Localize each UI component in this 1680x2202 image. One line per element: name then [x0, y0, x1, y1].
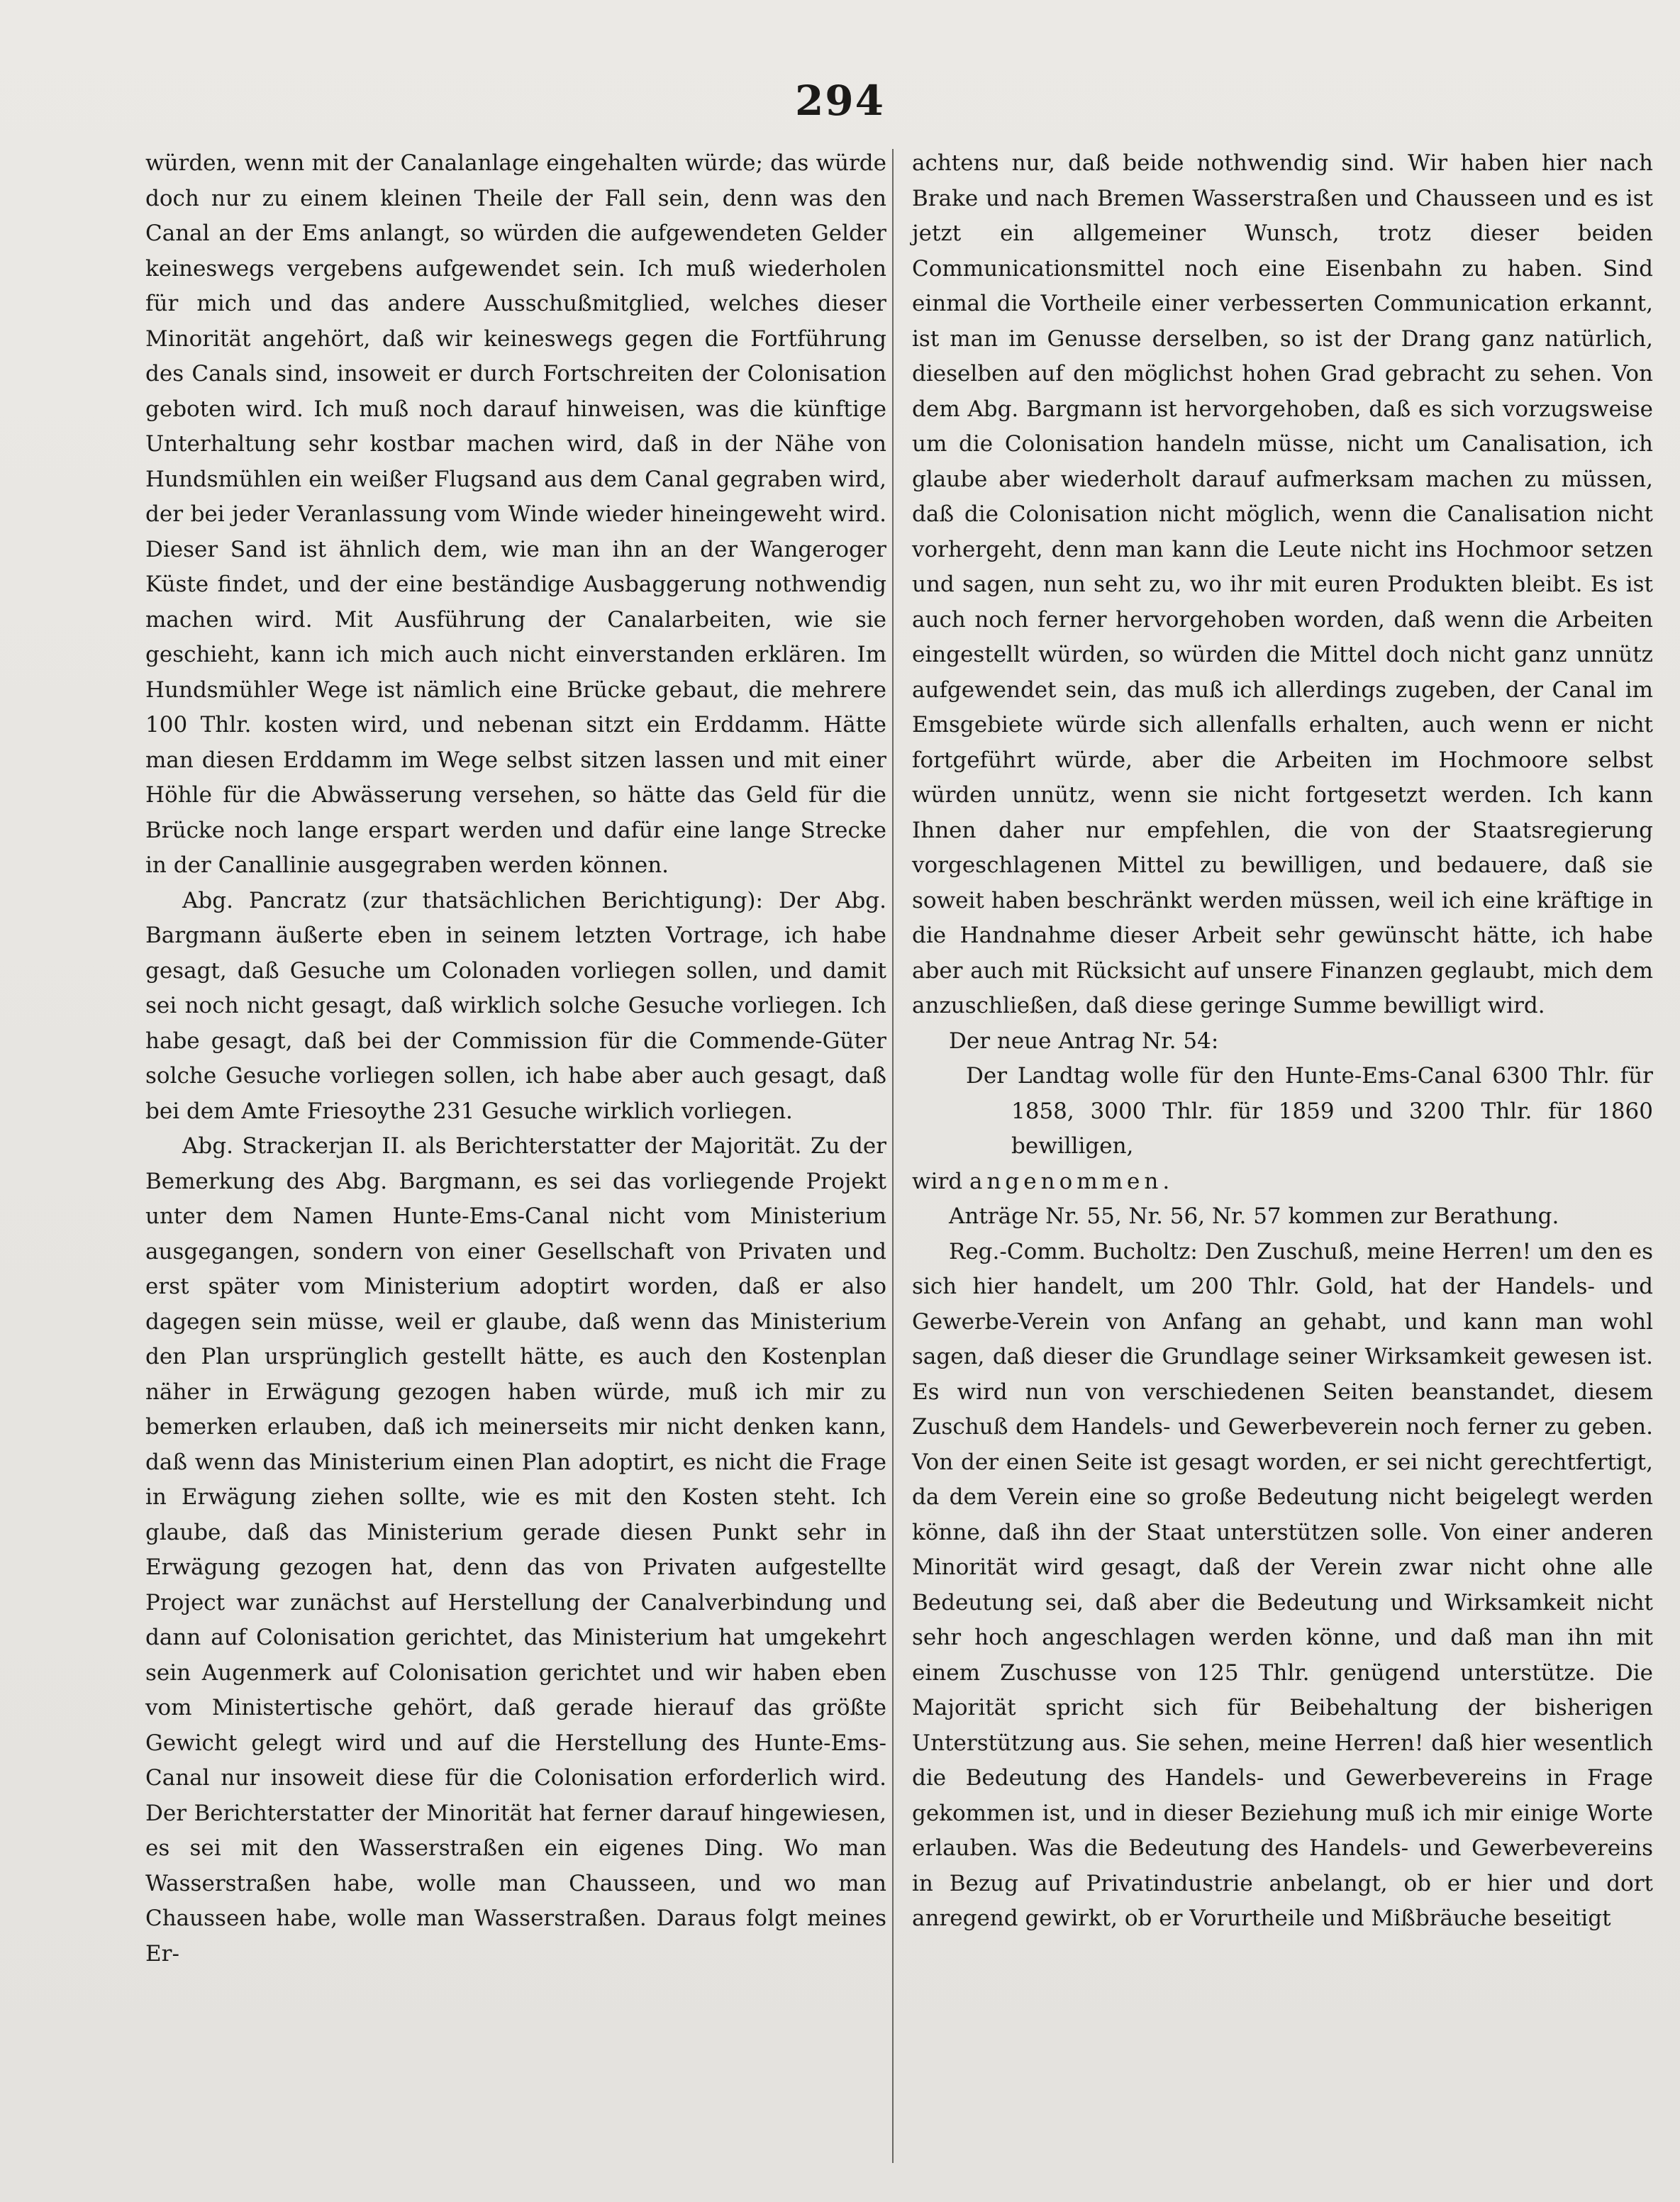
- paragraph-right-1: achtens nur, daß beide nothwendig sind. Wir haben hier nach Brake und nach Bremen Wasserstraßen und Chausseen und es ist jetzt ein allgemeiner Wunsch, trotz dieser beiden Communicationsmittel noch eine Eisenbahn zu haben. Sind einmal die Vortheile einer verbesserten Communication erkannt, ist man im Genusse derselben, so ist der Drang ganz natürlich, dieselben auf den möglichst hohen Grad gebracht zu sehen. Von dem Abg. Bargmann ist hervorgehoben, daß es sich vorzugsweise um die Colonisation handeln müsse, nicht um Canalisation, ich glaube aber wiederholt darauf aufmerksam machen zu müssen, daß die Colonisation nicht möglich, wenn die Canalisation nicht vorhergeht, denn man kann die Leute nicht ins Hochmoor setzen und sagen, nun seht zu, wo ihr mit euren Produkten bleibt. Es ist auch noch ferner hervorgehoben worden, daß wenn die Arbeiten eingestellt würden, so würden die Mittel doch nicht ganz unnütz aufgewendet sein, das muß ich allerdings zugeben, der Canal im Emsgebiete würde sich allenfalls erhalten, auch wenn er nicht fortgeführt würde, aber die Arbeiten im Hochmoore selbst würden unnütz, wenn sie nicht fortgesetzt werden. Ich kann Ihnen daher nur empfehlen, die von der Staatsregierung vorgeschlagenen Mittel zu bewilligen, und bedauere, daß sie soweit haben beschränkt werden müssen, weil ich eine kräftige in die Handnahme dieser Arbeit sehr gewünscht hätte, ich habe aber auch mit Rücksicht auf unsere Finanzen geglaubt, mich dem anzuschließen, daß diese geringe Summe bewilligt wird.: [912, 150, 1653, 1018]
- left-column: [145, 146, 886, 1972]
- motion-result-word: angenommen.: [969, 1168, 1174, 1194]
- paragraph-next-motions: Anträge Nr. 55, Nr. 56, Nr. 57 kommen zur Berathung.: [949, 1203, 1559, 1229]
- paragraph-bucholtz: Reg.-Comm. Bucholtz: Den Zuschuß, meine Herren! um den es sich hier handelt, um 200 Thlr. Gold, hat der Handels- und Gewerbe-Verein von Anfang an gehabt, und kann man wohl sagen, daß dieser die Grundlage seiner Wirksamkeit gewesen ist. Es wird nun von verschiedenen Seiten beanstandet, diesem Zuschuß dem Handels- und Gewerbeverein noch ferner zu geben. Von der einen Seite ist gesagt worden, er sei nicht gerechtfertigt, da dem Verein eine so große Bedeutung nicht beigelegt werden könne, daß ihn der Staat unterstützen solle. Von einer anderen Minorität wird gesagt, daß der Verein zwar nicht ohne alle Bedeutung sei, daß aber die Bedeutung und Wirksamkeit nicht sehr hoch angeschlagen werden könne, und daß man ihn mit einem Zuschusse von 125 Thlr. genügend unterstütze. Die Majorität spricht sich für Beibehaltung der bisherigen Unterstützung aus. Sie sehen, meine Herren! daß hier wesentlich die Bedeutung des Handels- und Gewerbevereins in Frage gekommen ist, und in dieser Beziehung muß ich mir einige Worte erlauben. Was die Bedeutung des Handels- und Gewerbevereins in Bezug auf Privatindustrie anbelangt, ob er hier und dort anregend gewirkt, ob er Vorurtheile und Mißbräuche beseitigt: [912, 1238, 1653, 1931]
- motion-intro: Der neue Antrag Nr. 54:: [949, 1028, 1219, 1054]
- paragraph-pancratz: Abg. Pancratz (zur thatsächlichen Berichtigung): Der Abg. Bargmann äußerte eben in seinem letzten Vortrage, ich habe gesagt, daß Gesuche um Colonaden vorliegen sollen, und damit sei noch nicht gesagt, daß wirklich solche Gesuche vorliegen. Ich habe gesagt, daß bei der Commission für die Commende-Güter solche Gesuche vorliegen sollen, ich habe aber auch gesagt, daß bei dem Amte Friesoythe 231 Gesuche wirklich vorliegen.: [145, 887, 886, 1124]
- page-number: 294: [794, 77, 886, 125]
- right-column: [912, 146, 1653, 1937]
- column-divider: [892, 149, 894, 2163]
- motion-result: [912, 1164, 1653, 1200]
- motion-text: Der Landtag wolle für den Hunte-Ems-Canal 6300 Thlr. für 1858, 3000 Thlr. für 1859 und 3200 Thlr. für 1860 bewilligen,: [966, 1063, 1653, 1159]
- motion-result-prefix: wird: [912, 1168, 963, 1194]
- paragraph-left-1: würden, wenn mit der Canalanlage eingehalten würde; das würde doch nur zu einem kleinen Theile der Fall sein, denn was den Canal an der Ems anlangt, so würden die aufgewendeten Gelder keineswegs vergebens aufgewendet sein. Ich muß wiederholen für mich und das andere Ausschußmitglied, welches dieser Minorität angehört, daß wir keineswegs gegen die Fortführung des Canals sind, insoweit er durch Fortschreiten der Colonisation geboten wird. Ich muß noch darauf hinweisen, was die künftige Unterhaltung sehr kostbar machen wird, daß in der Nähe von Hundsmühlen ein weißer Flugsand aus dem Canal gegraben wird, der bei jeder Veranlassung vom Winde wieder hineingeweht wird. Dieser Sand ist ähnlich dem, wie man ihn an der Wangeroger Küste findet, und der eine beständige Ausbaggerung nothwendig machen wird. Mit Ausführung der Canalarbeiten, wie sie geschieht, kann ich mich auch nicht einverstanden erklären. Im Hundsmühler Wege ist nämlich eine Brücke gebaut, die mehrere 100 Thlr. kosten wird, und nebenan sitzt ein Erddamm. Hätte man diesen Erddamm im Wege selbst sitzen lassen und mit einer Höhle für die Abwässerung versehen, so hätte das Geld für die Brücke noch lange erspart werden und dafür eine lange Strecke in der Canallinie ausgegraben werden können.: [145, 150, 886, 878]
- paragraph-strackerjan: Abg. Strackerjan II. als Berichterstatter der Majorität. Zu der Bemerkung des Abg. Bargmann, es sei das vorliegende Projekt unter dem Namen Hunte-Ems-Canal nicht vom Ministerium ausgegangen, sondern von einer Gesellschaft von Privaten und erst später vom Ministerium adoptirt worden, daß er also dagegen sein müsse, weil er glaube, daß wenn das Ministerium den Plan ursprünglich gestellt hätte, es auch den Kostenplan näher in Erwägung gezogen haben würde, muß ich mir zu bemerken erlauben, daß ich meinerseits mir nicht denken kann, daß wenn das Ministerium einen Plan adoptirt, es nicht die Frage in Erwägung ziehen sollte, wie es mit den Kosten steht. Ich glaube, daß das Ministerium gerade diesen Punkt sehr in Erwägung gezogen hat, denn das von Privaten aufgestellte Project war zunächst auf Herstellung der Canalverbindung und dann auf Colonisation gerichtet, das Ministerium hat umgekehrt sein Augenmerk auf Colonisation gerichtet und wir haben eben vom Ministertische gehört, daß gerade hierauf das größte Gewicht gelegt wird und auf die Herstellung des Hunte-Ems-Canal nur insoweit diese für die Colonisation erforderlich wird. Der Berichterstatter der Minorität hat ferner darauf hingewiesen, es sei mit den Wasserstraßen ein eigenes Ding. Wo man Wasserstraßen habe, wolle man Chausseen, und wo man Chausseen habe, wolle man Wasserstraßen. Daraus folgt meines Er-: [145, 1133, 886, 1967]
